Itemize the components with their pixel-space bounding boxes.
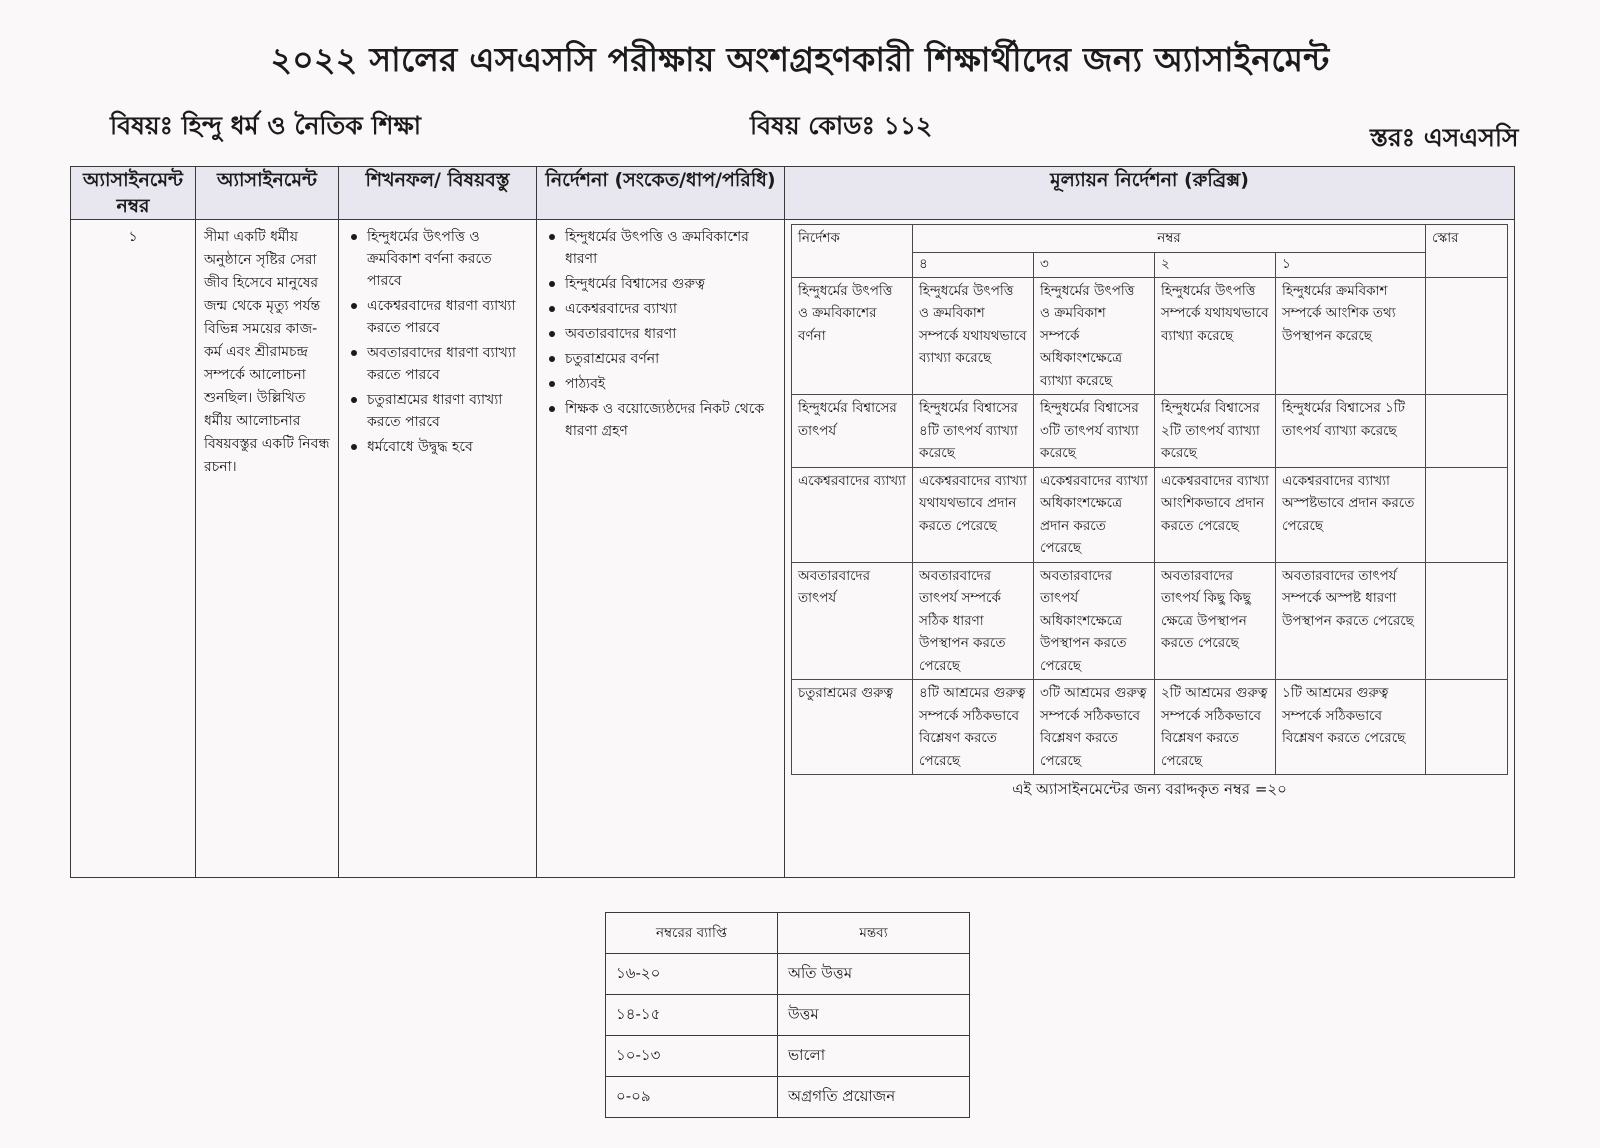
rubric-row — [792, 467, 1508, 562]
list-item: পাঠ্যবই — [565, 373, 776, 395]
assignment-description: সীমা একটি ধর্মীয় অনুষ্ঠানে সৃষ্টির সেরা জীব হিসেবে মানুষের জন্ম থেকে মৃত্যু পর্যন্ত বিভিন্ন সময়ের কাজ-কর্ম এবং শ্রীরামচন্দ্র সম্পর্কে আলোচনা শুনছিল। উল্লিখিত ধর্মীয় আলোচনার বিষয়বস্তুর একটি নিবন্ধ রচনা। — [196, 220, 339, 878]
list-item: হিন্দুধর্মের উৎপত্তি ও ক্রমবিকাশের ধারণা — [565, 226, 776, 270]
table-row — [606, 995, 970, 1036]
table-row — [71, 220, 1515, 878]
rubric-cell-1: হিন্দুধর্মের বিশ্বাসের ১টি তাৎপর্য ব্যাখ্যা করেছে — [1276, 395, 1426, 468]
rubric-cell-3: অবতারবাদের তাৎপর্য অধিকাংশক্ষেত্রে উপস্থাপন করতে পেরেছে — [1034, 562, 1155, 680]
rubric-cell-1: অবতারবাদের তাৎপর্য সম্পর্কে অস্পষ্ট ধারণা উপস্থাপন করতে পেরেছে — [1276, 562, 1426, 680]
assignment-number: ১ — [71, 220, 196, 878]
instructions-list — [545, 226, 776, 442]
page-title: ২০২২ সালের এসএসসি পরীক্ষায় অংশগ্রহণকারী শিক্ষার্থীদের জন্য অ্যাসাইনমেন্ট — [270, 40, 1330, 79]
rubric-cell-1: একেশ্বরবাদের ব্যাখ্যা অস্পষ্টভাবে প্রদান করতে পেরেছে — [1276, 467, 1426, 562]
grade-remark-header: মন্তব্য — [778, 913, 970, 954]
list-item: ধর্মবোধে উদ্বুদ্ধ হবে — [367, 436, 528, 458]
rubric-row — [792, 277, 1508, 395]
rubric-level: ৩ — [1034, 252, 1155, 277]
list-item: চতুরাশ্রমের বর্ণনা — [565, 348, 776, 370]
rubric-cell-1: ১টি আশ্রমের গুরুত্ব সম্পর্কে সঠিকভাবে বিশ্লেষণ করতে পেরেছে — [1276, 680, 1426, 775]
rubric-score — [1426, 562, 1508, 680]
rubric-indicator: একেশ্বরবাদের ব্যাখ্যা — [792, 467, 913, 562]
rubric-total-note: এই অ্যাসাইনমেন্টের জন্য বরাদ্দকৃত নম্বর =২০ — [1012, 780, 1287, 798]
rubric-cell-3: হিন্দুধর্মের বিশ্বাসের ৩টি তাৎপর্য ব্যাখ্যা করেছে — [1034, 395, 1155, 468]
rubric-cell-4: হিন্দুধর্মের বিশ্বাসের ৪টি তাৎপর্য ব্যাখ্যা করেছে — [913, 395, 1034, 468]
rubric-score-header: স্কোর — [1426, 225, 1508, 278]
rubric-level: ১ — [1276, 252, 1426, 277]
rubric-cell-3: হিন্দুধর্মের উৎপত্তি ও ক্রমবিকাশ সম্পর্কে অধিকাংশক্ষেত্রে ব্যাখ্যা করেছে — [1034, 277, 1155, 395]
rubric-level: ২ — [1155, 252, 1276, 277]
grade-range: ১৪-১৫ — [606, 995, 778, 1036]
rubric-cell-1: হিন্দুধর্মের ক্রমবিকাশ সম্পর্কে আংশিক তথ্য উপস্থাপন করেছে — [1276, 277, 1426, 395]
grade-remark: অতি উত্তম — [778, 954, 970, 995]
rubric-indicator: চতুরাশ্রমের গুরুত্ব — [792, 680, 913, 775]
grade-header-row — [606, 913, 970, 954]
header-evaluation: মূল্যায়ন নির্দেশনা (রুব্রিক্স) — [785, 167, 1515, 220]
list-item: হিন্দুধর্মের উৎপত্তি ও ক্রমবিকাশ বর্ণনা করতে পারবে — [367, 226, 528, 292]
list-item: অবতারবাদের ধারণা — [565, 323, 776, 345]
table-row — [606, 1036, 970, 1077]
header-learning-outcomes: শিখনফল/ বিষয়বস্তু — [339, 167, 537, 220]
rubric-indicator: হিন্দুধর্মের উৎপত্তি ও ক্রমবিকাশের বর্ণনা — [792, 277, 913, 395]
rubric-cell-2: অবতারবাদের তাৎপর্য কিছু কিছু ক্ষেত্রে উপস্থাপন করতে পেরেছে — [1155, 562, 1276, 680]
assignment-table — [70, 166, 1515, 878]
rubric-cell-2: হিন্দুধর্মের উৎপত্তি সম্পর্কে যথাযথভাবে ব্যাখ্যা করেছে — [1155, 277, 1276, 395]
learning-outcomes-list — [347, 226, 528, 458]
header-assignment: অ্যাসাইনমেন্ট — [196, 167, 339, 220]
rubric-marks-header: নম্বর — [913, 225, 1426, 253]
list-item: একেশ্বরবাদের ধারণা ব্যাখ্যা করতে পারবে — [367, 295, 528, 339]
table-row — [606, 954, 970, 995]
rubric-score — [1426, 680, 1508, 775]
subject-code-label: বিষয় কোডঃ ১১২ — [750, 111, 933, 140]
rubric-row — [792, 395, 1508, 468]
subject-label: বিষয়ঃ হিন্দু ধর্ম ও নৈতিক শিক্ষা — [110, 111, 421, 140]
rubric-cell-4: অবতারবাদের তাৎপর্য সম্পর্কে সঠিক ধারণা উপস্থাপন করতে পেরেছে — [913, 562, 1034, 680]
list-item: হিন্দুধর্মের বিশ্বাসের গুরুত্ব — [565, 273, 776, 295]
rubric-score — [1426, 277, 1508, 395]
instructions-cell — [537, 220, 785, 878]
rubric-cell-4: একেশ্বরবাদের ব্যাখ্যা যথাযথভাবে প্রদান করতে পেরেছে — [913, 467, 1034, 562]
rubric-score — [1426, 467, 1508, 562]
table-header-row — [71, 167, 1515, 220]
rubric-level: ৪ — [913, 252, 1034, 277]
header-assignment-number: অ্যাসাইনমেন্ট নম্বর — [71, 167, 196, 220]
grade-remark: ভালো — [778, 1036, 970, 1077]
rubric-indicator: হিন্দুধর্মের বিশ্বাসের তাৎপর্য — [792, 395, 913, 468]
rubric-cell-4: হিন্দুধর্মের উৎপত্তি ও ক্রমবিকাশ সম্পর্কে যথাযথভাবে ব্যাখ্যা করেছে — [913, 277, 1034, 395]
learning-outcomes-cell — [339, 220, 537, 878]
rubric-cell-3: ৩টি আশ্রমের গুরুত্ব সম্পর্কে সঠিকভাবে বিশ্লেষণ করতে পেরেছে — [1034, 680, 1155, 775]
rubric-cell-4: ৪টি আশ্রমের গুরুত্ব সম্পর্কে সঠিকভাবে বিশ্লেষণ করতে পেরেছে — [913, 680, 1034, 775]
list-item: একেশ্বরবাদের ব্যাখ্যা — [565, 298, 776, 320]
table-row — [606, 1077, 970, 1118]
grade-range: ১৬-২০ — [606, 954, 778, 995]
level-label: স্তরঃ এসএসসি — [1370, 123, 1519, 152]
rubric-indicator: অবতারবাদের তাৎপর্য — [792, 562, 913, 680]
list-item: চতুরাশ্রমের ধারণা ব্যাখ্যা করতে পারবে — [367, 389, 528, 433]
rubric-score — [1426, 395, 1508, 468]
rubric-indicator-header: নির্দেশক — [792, 225, 913, 278]
grade-remark: অগ্রগতি প্রয়োজন — [778, 1077, 970, 1118]
rubric-cell-2: ২টি আশ্রমের গুরুত্ব সম্পর্কে সঠিকভাবে বিশ্লেষণ করতে পেরেছে — [1155, 680, 1276, 775]
rubric-cell-2: হিন্দুধর্মের বিশ্বাসের ২টি তাৎপর্য ব্যাখ্যা করেছে — [1155, 395, 1276, 468]
rubric-cell — [785, 220, 1515, 878]
rubric-cell-2: একেশ্বরবাদের ব্যাখ্যা আংশিকভাবে প্রদান করতে পেরেছে — [1155, 467, 1276, 562]
rubric-row — [792, 562, 1508, 680]
header-instructions: নির্দেশনা (সংকেত/ধাপ/পরিধি) — [537, 167, 785, 220]
rubric-row — [792, 680, 1508, 775]
list-item: শিক্ষক ও বয়োজ্যেষ্ঠদের নিকট থেকে ধারণা গ্রহণ — [565, 398, 776, 442]
grade-range-header: নম্বরের ব্যাপ্তি — [606, 913, 778, 954]
grade-range: ১০-১৩ — [606, 1036, 778, 1077]
grade-range-table — [605, 912, 970, 1118]
list-item: অবতারবাদের ধারণা ব্যাখ্যা করতে পারবে — [367, 342, 528, 386]
rubric-cell-3: একেশ্বরবাদের ব্যাখ্যা অধিকাংশক্ষেত্রে প্রদান করতে পেরেছে — [1034, 467, 1155, 562]
grade-remark: উত্তম — [778, 995, 970, 1036]
rubric-table — [791, 224, 1508, 775]
grade-range: ০-০৯ — [606, 1077, 778, 1118]
rubric-header-row — [792, 225, 1508, 253]
